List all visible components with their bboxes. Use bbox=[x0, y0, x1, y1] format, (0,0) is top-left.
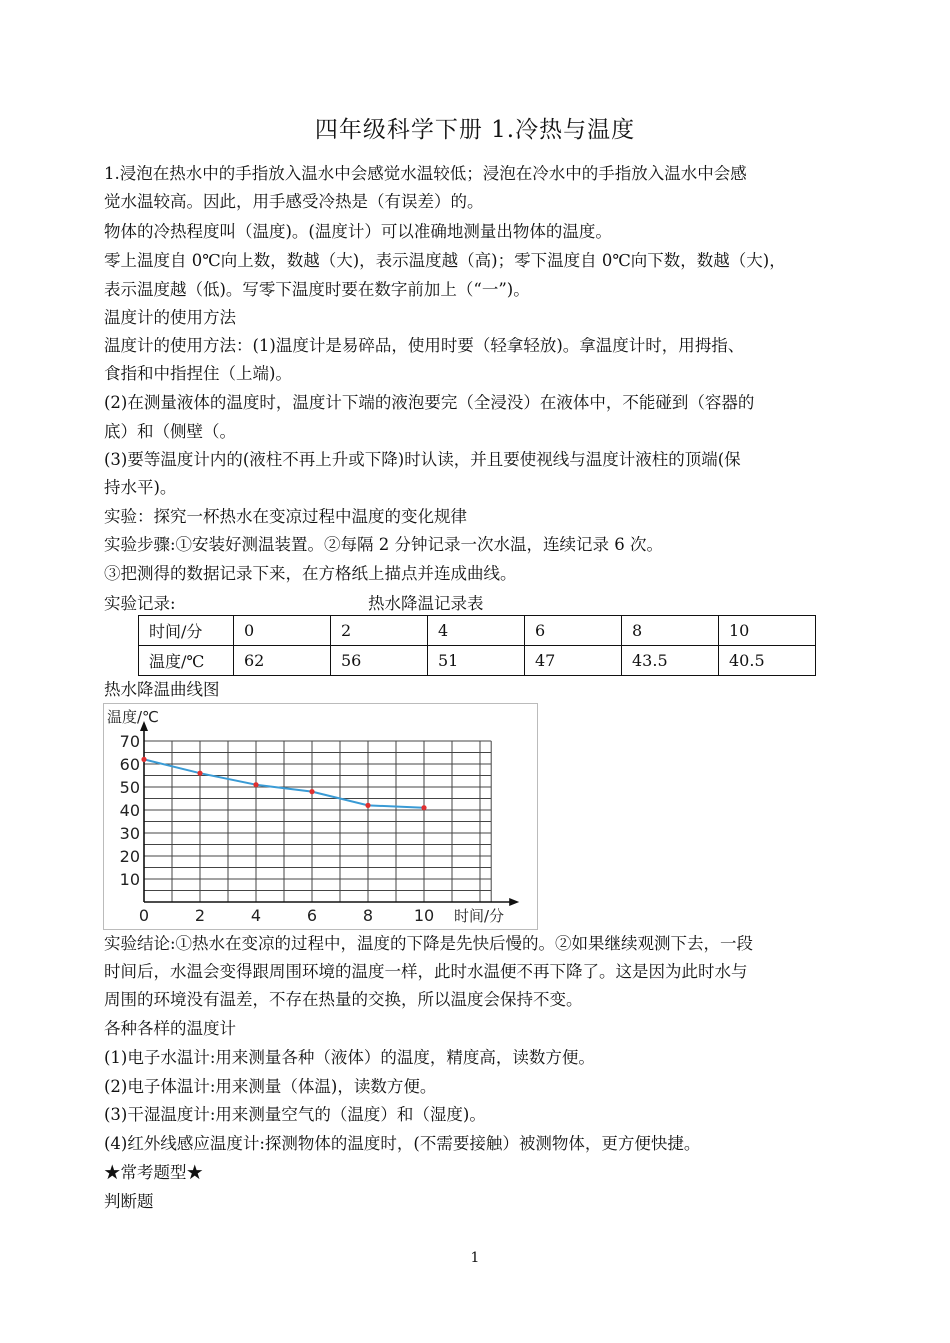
data-point bbox=[197, 771, 202, 776]
table-cell: 8 bbox=[622, 616, 719, 646]
text-line: 表示温度越（低)。写零下温度时要在数字前加上（“一”)。 bbox=[104, 280, 530, 299]
table-cell: 0 bbox=[234, 616, 331, 646]
data-point bbox=[141, 757, 146, 762]
table-cell: 62 bbox=[234, 646, 331, 676]
chart-svg bbox=[104, 704, 537, 929]
y-tick-label: 50 bbox=[119, 778, 140, 797]
y-tick-label: 30 bbox=[119, 824, 140, 843]
data-point bbox=[253, 782, 258, 787]
text-line: (4)红外线感应温度计:探测物体的温度时，(不需要接触）被测物体，更方便快捷。 bbox=[104, 1134, 701, 1153]
table-cell: 4 bbox=[428, 616, 525, 646]
text-line: 温度计的使用方法：(1)温度计是易碎品，使用时要（轻拿轻放)。拿温度计时，用拇指、 bbox=[104, 336, 745, 355]
text-line: 实验步骤:①安装好测温装置。②每隔 2 分钟记录一次水温，连续记录 6 次。 bbox=[104, 535, 664, 554]
cooling-curve-chart bbox=[103, 703, 538, 930]
table-cell: 2 bbox=[331, 616, 428, 646]
text-line: 实验：探究一杯热水在变凉过程中温度的变化规律 bbox=[104, 507, 467, 526]
record-table bbox=[138, 615, 816, 676]
text-line: 食指和中指捏住（上端)。 bbox=[104, 364, 292, 383]
table-cell: 47 bbox=[525, 646, 622, 676]
x-tick-label: 2 bbox=[194, 906, 206, 925]
y-tick-label: 10 bbox=[119, 870, 140, 889]
table-cell: 6 bbox=[525, 616, 622, 646]
table-caption: 热水降温记录表 bbox=[368, 594, 484, 613]
row-header-time: 时间/分 bbox=[139, 616, 234, 646]
table-row bbox=[139, 616, 816, 646]
row-header-temp: 温度/℃ bbox=[139, 646, 234, 676]
x-axis-title: 时间/分 bbox=[454, 907, 505, 925]
y-axis-title: 温度/℃ bbox=[107, 708, 159, 726]
table-cell: 51 bbox=[428, 646, 525, 676]
text-line: ③把测得的数据记录下来，在方格纸上描点并连成曲线。 bbox=[104, 564, 517, 583]
table-row bbox=[139, 646, 816, 676]
text-line: 持水平)。 bbox=[104, 478, 177, 497]
text-line: 零上温度自 0℃向上数，数越（大)，表示温度越（高)；零下温度自 0℃向下数，数越（大)， bbox=[104, 251, 786, 270]
x-tick-label: 10 bbox=[413, 906, 435, 925]
section-heading: 温度计的使用方法 bbox=[104, 308, 236, 327]
table-cell: 40.5 bbox=[719, 646, 816, 676]
x-tick-label: 0 bbox=[138, 906, 150, 925]
x-tick-label: 6 bbox=[306, 906, 318, 925]
x-tick-label: 8 bbox=[362, 906, 374, 925]
text-line: 时间后，水温会变得跟周围环境的温度一样，此时水温便不再下降了。这是因为此时水与 bbox=[104, 962, 748, 981]
text-line: 觉水温较高。因此，用手感受冷热是（有误差）的。 bbox=[104, 192, 484, 211]
y-tick-label: 70 bbox=[119, 732, 140, 751]
data-point bbox=[421, 805, 426, 810]
text-line: (1)电子水温计:用来测量各种（液体）的温度，精度高，读数方便。 bbox=[104, 1048, 595, 1067]
record-label: 实验记录: bbox=[104, 594, 176, 613]
page-number: 1 bbox=[470, 1250, 480, 1266]
text-line: 判断题 bbox=[104, 1192, 154, 1211]
data-point bbox=[365, 803, 370, 808]
y-tick-label: 40 bbox=[119, 801, 140, 820]
x-tick-label: 4 bbox=[250, 906, 262, 925]
table-cell: 10 bbox=[719, 616, 816, 646]
y-tick-label: 60 bbox=[119, 755, 140, 774]
section-heading: 各种各样的温度计 bbox=[104, 1019, 236, 1038]
y-tick-label: 20 bbox=[119, 847, 140, 866]
text-line: 周围的环境没有温差，不存在热量的交换，所以温度会保持不变。 bbox=[104, 990, 583, 1009]
text-line: 底）和（侧壁（。 bbox=[104, 422, 236, 441]
data-point bbox=[309, 789, 314, 794]
page-title: 四年级科学下册 1.冷热与温度 bbox=[314, 117, 636, 143]
table-cell: 43.5 bbox=[622, 646, 719, 676]
text-line: (3)要等温度计内的(液柱不再上升或下降)时认读，并且要使视线与温度计液柱的顶端(保 bbox=[104, 450, 741, 469]
text-line: (2)电子体温计:用来测量（体温)，读数方便。 bbox=[104, 1077, 437, 1096]
chart-caption: 热水降温曲线图 bbox=[104, 680, 220, 699]
text-line: 实验结论:①热水在变凉的过程中，温度的下降是先快后慢的。②如果继续观测下去，一段 bbox=[104, 934, 754, 953]
section-heading: ★常考题型★ bbox=[104, 1163, 203, 1182]
table-cell: 56 bbox=[331, 646, 428, 676]
text-line: (3)干湿温度计:用来测量空气的（温度）和（湿度)。 bbox=[104, 1105, 486, 1124]
text-line: 物体的冷热程度叫（温度)。(温度计）可以准确地测量出物体的温度。 bbox=[104, 222, 612, 241]
x-axis-arrow bbox=[509, 898, 519, 906]
text-line: 1.浸泡在热水中的手指放入温水中会感觉水温较低；浸泡在冷水中的手指放入温水中会感 bbox=[104, 164, 747, 183]
text-line: (2)在测量液体的温度时，温度计下端的液泡要完（全浸没）在液体中，不能碰到（容器的 bbox=[104, 393, 755, 412]
